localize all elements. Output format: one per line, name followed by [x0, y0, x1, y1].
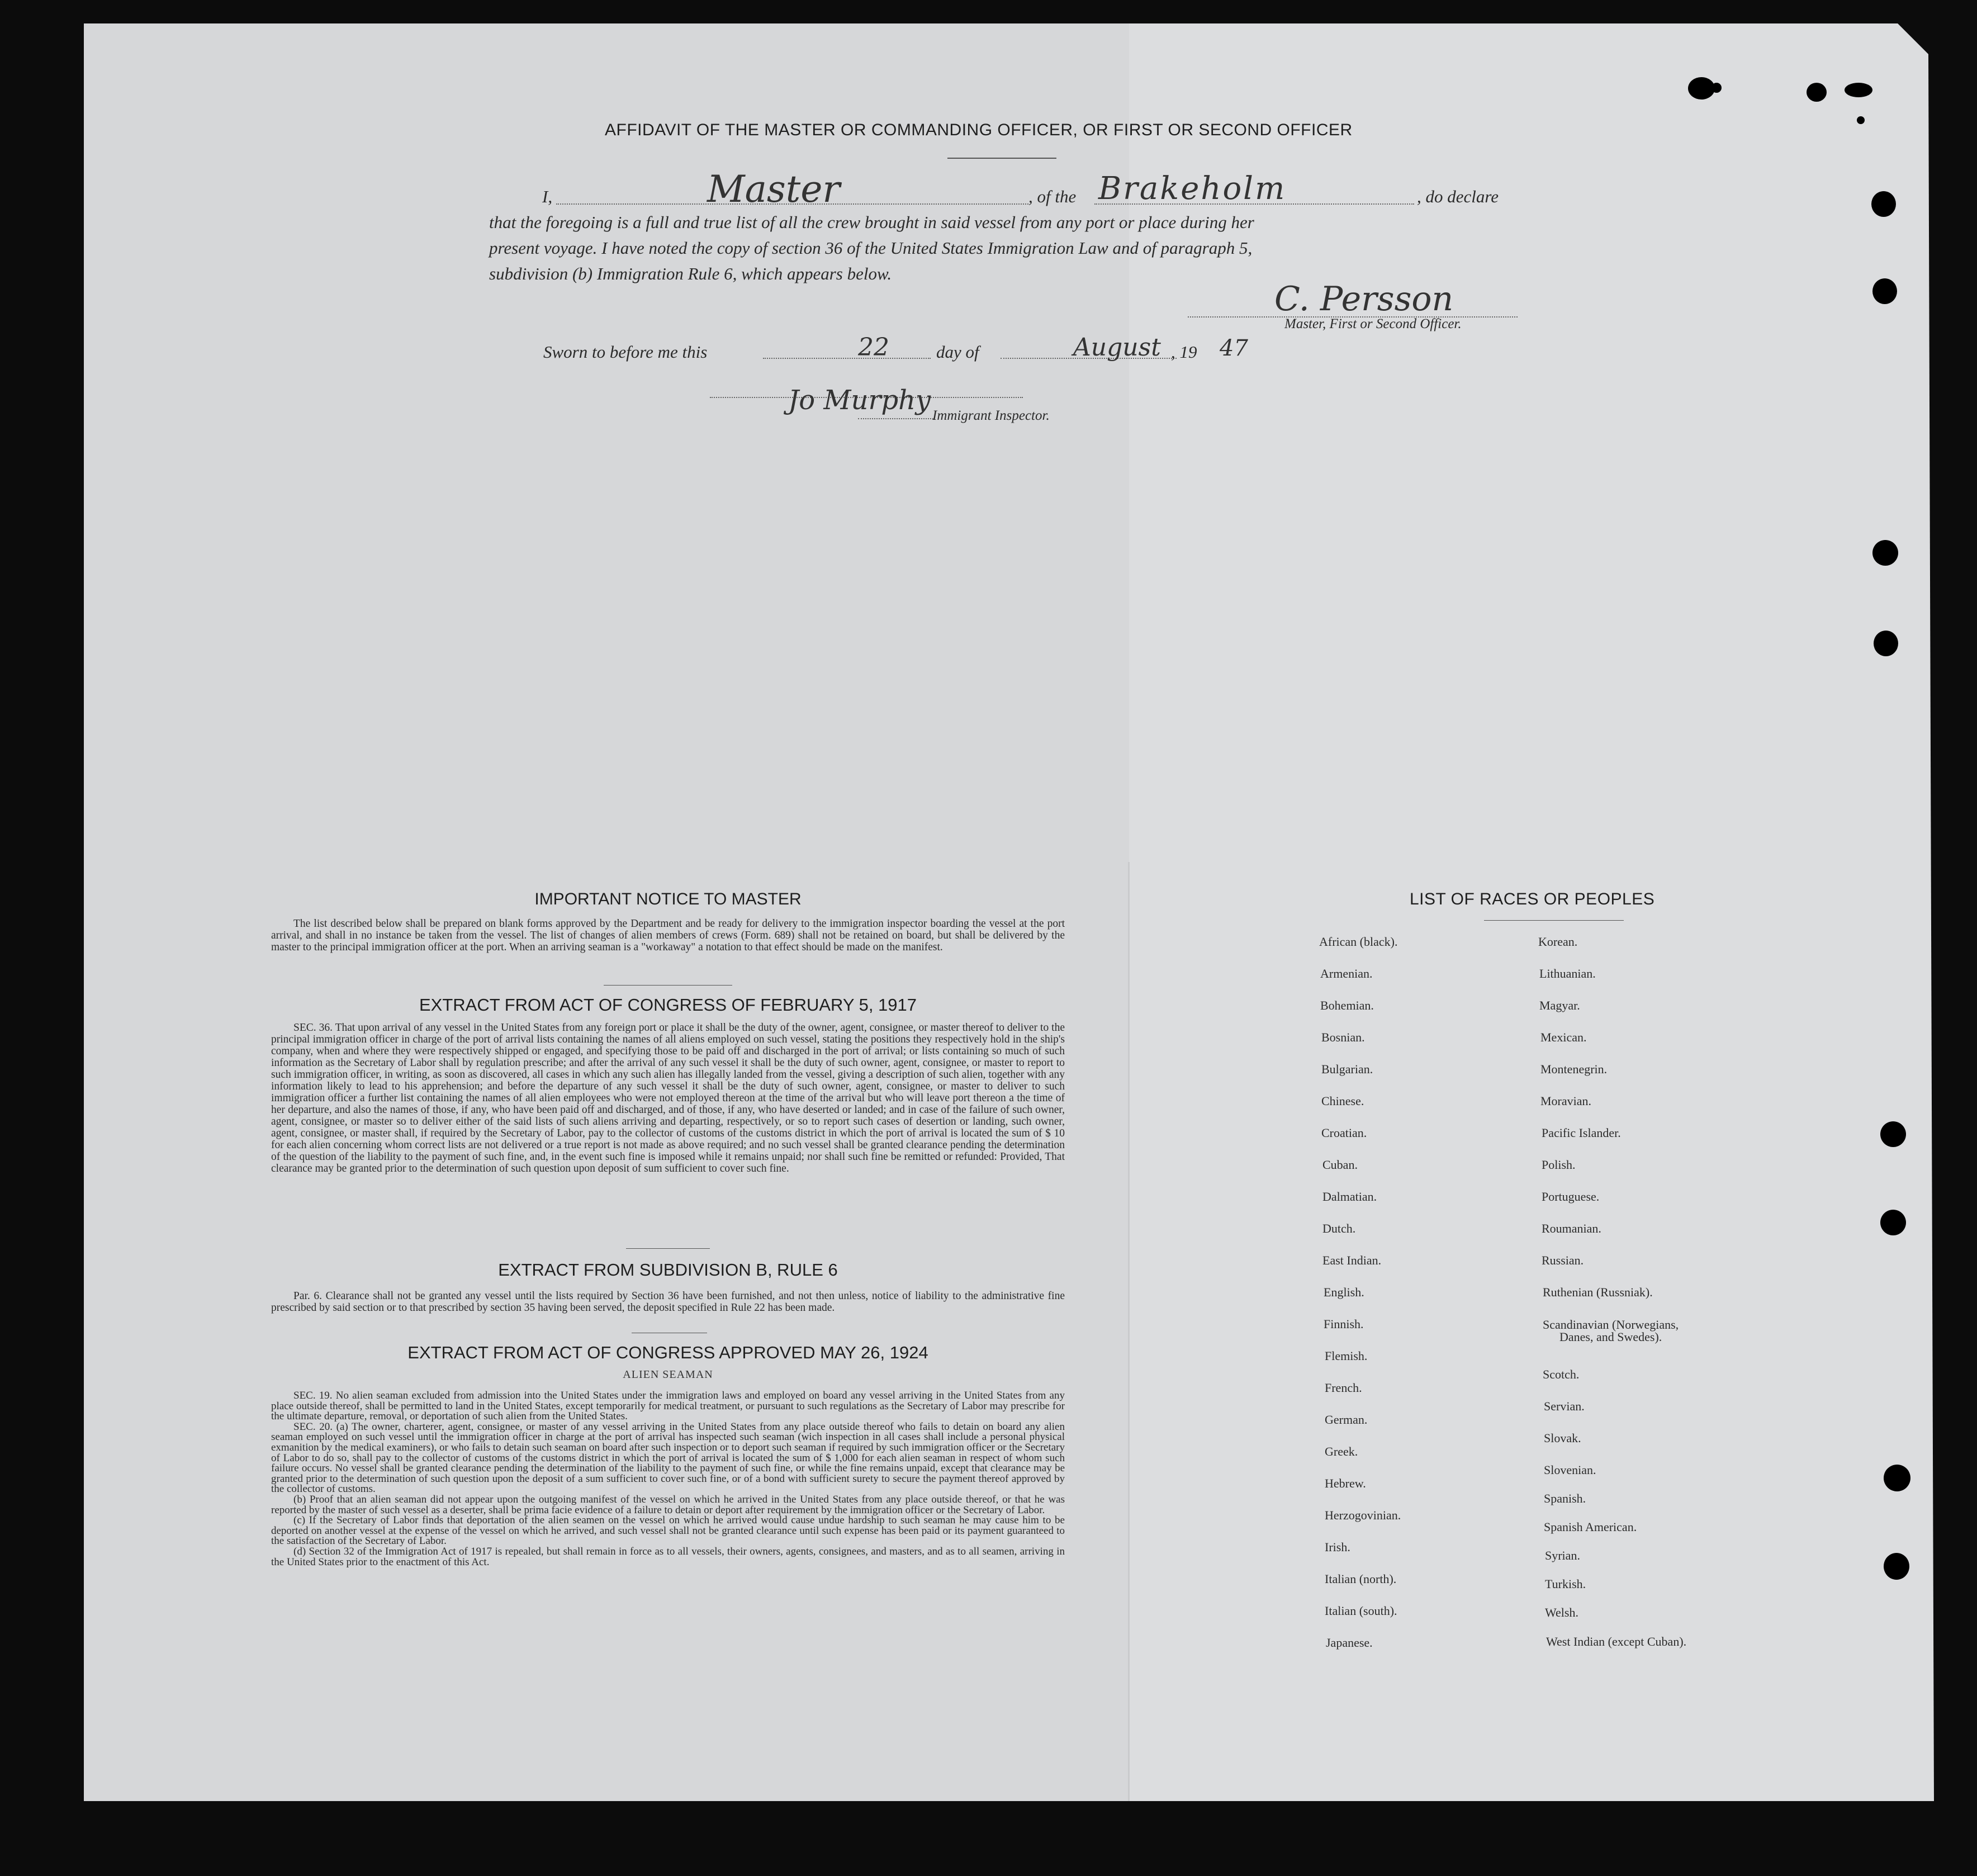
race-item: Ruthenian (Russniak). [1543, 1285, 1653, 1299]
affidavit-i: I, [542, 187, 553, 206]
race-item: Cuban. [1322, 1158, 1358, 1172]
race-item: Roumanian. [1542, 1221, 1601, 1235]
inspector-caption: Immigrant Inspector. [932, 408, 1050, 423]
race-item: Bulgarian. [1321, 1062, 1373, 1076]
race-item: Scandinavian (Norwegians, [1543, 1318, 1679, 1332]
day-of-text: day of [936, 342, 979, 362]
vessel-name: Brakeholm [1098, 170, 1287, 207]
title-rule [947, 158, 1056, 159]
affidavit-declare: , do declare [1417, 187, 1499, 206]
punch-hole [1884, 1553, 1909, 1580]
race-item: Bosnian. [1321, 1030, 1365, 1044]
ink-blot [1857, 116, 1865, 124]
race-item: Slovak. [1544, 1431, 1581, 1445]
punch-hole [1880, 1121, 1906, 1147]
race-item: Servian. [1544, 1399, 1585, 1413]
master-caption: Master, First or Second Officer. [1284, 316, 1462, 331]
race-item: Spanish American. [1544, 1520, 1637, 1534]
race-item: Japanese. [1326, 1636, 1373, 1650]
race-item: German. [1325, 1413, 1368, 1427]
extract-1917-body [271, 1022, 1065, 1174]
extract-1917-title: EXTRACT FROM ACT OF CONGRESS OF FEBRUARY 5, 1917 [419, 995, 917, 1015]
race-item: Bohemian. [1320, 998, 1374, 1012]
sworn-day-line [763, 358, 931, 359]
sec20a-paragraph: SEC. 20. (a) The owner, charterer, agent, consignee, or master of any vessel arriving in the United States from any place outside thereof who fails to detain on board any alien seaman employed on such vessel until the immigration officer in charge at the port of arrival has inspected such seaman (wich inspection in all cases shall include a personal physical exmanition by the medical examiners), or who fails to detain such seaman on board after such inspection or to deport such seaman if required by such immigration officer or the Secretary of Labor to do so, shall pay to the collector of customs of the customs district in which the port of arrival is located the sum of $ 1,000 for each alien seaman in respect of whom such failure occurs. No vessel shall be granted clearance pending the determination of the liability to the payment of such fine, or while the fine remains unpaid, except that clearance may be granted prior to the determination of such question upon the deposit of a sum sufficient to cover such fine, or of a bond with sufficient surety to secure the payment thereof approved by the collector of customs. [271, 1420, 1065, 1495]
races-title: LIST OF RACES OR PEOPLES [1410, 890, 1655, 908]
race-item: Finnish. [1324, 1317, 1364, 1331]
notice-body [271, 918, 1065, 953]
page-fold [1128, 862, 1130, 1801]
notice-paragraph: The list described below shall be prepared on blank forms approved by the Department and be ready for delivery to the immigration inspector boarding the vessel at the port arrival, and shall in no instance be taken from the vessel. The list of changes of alien members of crews (Form. 689) shall not be retained on board, but shall be delivered by the master to the principal immigration officer at the port. When an arriving seaman is a "workaway" a notation to that effect should be made on the manifest. [271, 918, 1065, 953]
affidavit-line3: present voyage. I have noted the copy of section 36 of the United States Immigration Law and of paragraph 5, [489, 238, 1253, 258]
notice-rule [604, 985, 732, 986]
sec19-paragraph: SEC. 19. No alien seaman excluded from admission into the United States under the immigration laws and employed on board any vessel arriving in the United States from any place outside thereof, shall be permitted to land in the United States, except temporarily for medical treatment, or pursuant to such regulations as the Secretary of Labor may prescribe for the ultimate departure, removal, or deportation of such alien from the United States. [271, 1390, 1065, 1423]
race-item: Syrian. [1545, 1548, 1580, 1562]
race-item: Herzogovinian. [1325, 1508, 1401, 1522]
race-item: Moravian. [1540, 1094, 1592, 1108]
extract-1924-title: EXTRACT FROM ACT OF CONGRESS APPROVED MAY 26, 1924 [407, 1343, 928, 1362]
ink-blot [1807, 83, 1827, 102]
affidavit-line4: subdivision (b) Immigration Rule 6, which appears below. [489, 264, 892, 283]
notice-title: IMPORTANT NOTICE TO MASTER [534, 890, 802, 908]
sec20c-paragraph: (c) If the Secretary of Labor finds that deportation of the alien seamen on the vessel on which he arrived would cause undue hardship to such seaman he may cause him to be deported on another vessel at the expense of the vessel on which he arrived, and such vessel shall not be granted clearance until such expense has been paid or its payment guaranteed to the satisfaction of the Secretary of Labor. [271, 1514, 1065, 1547]
master-name: Master [707, 168, 840, 211]
race-item: Dalmatian. [1322, 1190, 1377, 1204]
punch-hole [1884, 1465, 1910, 1491]
race-item: Magyar. [1539, 998, 1580, 1012]
race-item: Flemish. [1325, 1349, 1368, 1363]
sworn-text: Sworn to before me this [543, 342, 708, 362]
race-item: Portuguese. [1542, 1190, 1600, 1204]
race-item: Chinese. [1321, 1094, 1364, 1108]
par6-paragraph: Par. 6. Clearance shall not be granted any vessel until the lists required by Section 36 have been furnished, and not then unless, notice of liability to the administrative fine prescribed by said section or to that prescribed by section 35 having been served, the deposit specified in Rule 22 has been made. [271, 1290, 1065, 1314]
extract-1924-body [271, 1391, 1065, 1567]
race-item: African (black). [1319, 935, 1398, 949]
affidavit-title: AFFIDAVIT OF THE MASTER OR COMMANDING OFFICER, OR FIRST OR SECOND OFFICER [605, 121, 1353, 139]
extract-rule6-title: EXTRACT FROM SUBDIVISION B, RULE 6 [498, 1260, 838, 1280]
race-item: Danes, and Swedes). [1559, 1330, 1662, 1344]
ink-blot [1711, 83, 1722, 93]
page-right-half [1129, 23, 1934, 1801]
race-item: Greek. [1325, 1444, 1358, 1458]
sec36-paragraph: SEC. 36. That upon arrival of any vessel in the United States from any foreign port or place it shall be the duty of the owner, agent, consignee, or master thereof to deliver to the principal immigration officer in charge of the port of arrival lists containing the names of all aliens employed on such vessel, stating the positions they respectively hold in the ship's company, when and where they were respectively shipped or engaged, and specifying those to be paid off and discharged in the port of arrival; or lists containing so much of such information as the Secretary of Labor shall by regulation prescribe; and after the arrival of any such vessel it shall be the duty of such owner, agent, consignee, or master to report to such immigration officer, in writing, as soon as discovered, all cases in which any such alien has illegally landed from the vessel, giving a description of such alien, together with any information likely to lead to his apprehension; and before the departure of any such vessel it shall be the duty of such owner, agent, consignee, or master to deliver to such immigration officer a further list containing the names of all alien employees who were not employed thereon at the time of the arrival but who will leave port thereon a the time of her departure, and also the names of those, if any, who have been paid off and discharged, and of those, if any, who have deserted or landed; and in case of the failure of such owner, agent, consignee, or master so to deliver either of the said lists of such aliens arriving and departing, respectively, or so to report such cases of desertion or landing, such owner, agent, consignee, or master shall, if required by the Secretary of Labor, pay to the collector of customs of the customs district in which the port of arrival is located the sum of $ 10 for each alien concerning whom correct lists are not delivered or a true report is not made as above required; and no such vessel shall be granted clearance pending the determination of the question of the liability to the payment of such fine, and, in the event such fine is imposed while it remains unpaid; nor shall such fine be remitted or refunded: Provided, That clearance may be granted prior to the determination of such question upon deposit of sum sufficient to cover such fine. [271, 1022, 1065, 1174]
race-item: Armenian. [1320, 967, 1373, 980]
race-item: Pacific Islander. [1542, 1126, 1621, 1140]
sec20d-paragraph: (d) Section 32 of the Immigration Act of 1917 is repealed, but shall remain in force as to all vessels, their owners, agents, consignees, and masters, and as to all seamen, arriving in the United States prior to the enactment of this Act. [271, 1545, 1065, 1568]
extract-1917-rule [626, 1248, 710, 1249]
race-item: Irish. [1325, 1540, 1350, 1554]
sworn-year: 47 [1220, 335, 1248, 361]
master-signature: C. Persson [1274, 279, 1454, 319]
race-item: Polish. [1542, 1158, 1576, 1172]
sworn-month: August [1073, 333, 1161, 362]
inspector-signature: Jo Murphy [788, 385, 931, 416]
race-item: Italian (south). [1325, 1604, 1397, 1618]
ink-blot [1688, 77, 1715, 100]
race-item: English. [1324, 1285, 1364, 1299]
race-item: Scotch. [1543, 1367, 1580, 1381]
punch-hole [1871, 191, 1896, 217]
race-item: Montenegrin. [1540, 1062, 1608, 1076]
race-item: West Indian (except Cuban). [1546, 1635, 1687, 1648]
affidavit-line2: that the foregoing is a full and true list of all the crew brought in said vessel from any port or place during her [489, 212, 1254, 232]
race-item: Hebrew. [1325, 1476, 1366, 1490]
punch-hole [1872, 278, 1897, 304]
race-item: Mexican. [1540, 1030, 1587, 1044]
race-item: Russian. [1542, 1253, 1584, 1267]
punch-hole [1872, 540, 1898, 566]
inspector-caption-line [858, 418, 933, 419]
races-rule [1484, 920, 1624, 921]
race-item: Korean. [1538, 935, 1578, 949]
race-item: Slovenian. [1544, 1463, 1596, 1477]
extract-1924-subtitle: ALIEN SEAMAN [623, 1368, 713, 1381]
ink-blot [1845, 83, 1872, 97]
punch-hole [1880, 1210, 1906, 1235]
race-item: Lithuanian. [1539, 967, 1596, 980]
sworn-day: 22 [858, 333, 889, 362]
race-item: Welsh. [1545, 1605, 1578, 1619]
extract-rule6-body [271, 1290, 1065, 1314]
race-item: Turkish. [1545, 1577, 1586, 1591]
race-item: Italian (north). [1325, 1572, 1397, 1586]
race-item: East Indian. [1322, 1253, 1382, 1267]
race-item: Croatian. [1321, 1126, 1367, 1140]
year-prefix: , 19 [1171, 342, 1197, 362]
race-item: Dutch. [1322, 1221, 1356, 1235]
sec20b-paragraph: (b) Proof that an alien seaman did not appear upon the outgoing manifest of the vessel on which he arrived in the United States from any place outside thereof, or that he was reported by the master of such vessel as a deserter, shall be prima facie evidence of a failure to detain or deport after requirement by the immigration officer or the Secretary of Labor. [271, 1493, 1065, 1516]
race-item: French. [1325, 1381, 1362, 1395]
punch-hole [1874, 631, 1898, 656]
affidavit-of-the: , of the [1028, 187, 1077, 206]
race-item: Spanish. [1544, 1491, 1586, 1505]
